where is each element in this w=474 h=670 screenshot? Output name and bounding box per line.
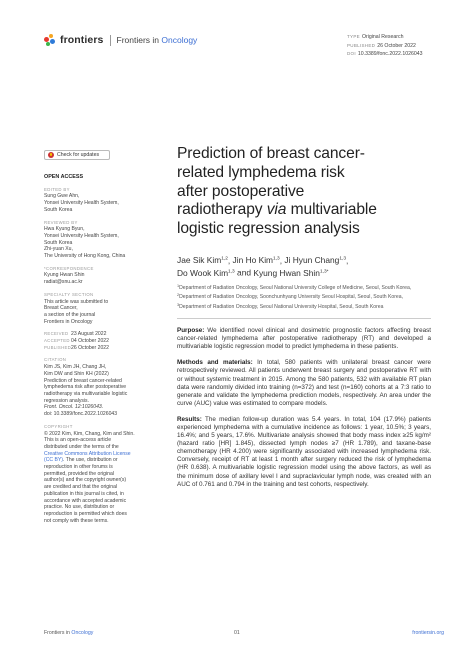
check-for-updates-button[interactable]: Check for updates bbox=[44, 150, 110, 160]
author-list: Jae Sik Kim$^{1,2}$, Jin Ho Kim$^{1,3}$, Ji Hyun Chang$^{1,3}$, Do Wook Kim$^{1,3}$ and Kyung Hwan Shin$^{1,3*}$ bbox=[177, 255, 349, 278]
footer-journal[interactable]: Frontiers in Oncology bbox=[44, 630, 94, 636]
reviewed-by-label: REVIEWED BY bbox=[44, 219, 78, 225]
affiliation-list bbox=[177, 283, 431, 312]
affiliation-item: $^2$Department of Radiation Oncology, Soonchunhyang University Seoul Hospital, Seoul, South Korea, bbox=[177, 293, 404, 301]
frontiers-dots-icon bbox=[44, 34, 56, 46]
copyright-line: reproduction in other forums is bbox=[44, 464, 113, 471]
abstract-purpose: Purpose: We identified novel clinical and dosimetric prognostic factors affecting breast cancer-related lymphedema after postoperative radiotherapy (RT) and developed a multivariable logistic regression model to predict lymphedema in these patients. bbox=[177, 327, 431, 351]
affiliation-item: $^3$Department of Radiation Oncology, Seoul National University Hospital, Seoul, South Korea bbox=[177, 302, 384, 310]
copyright-line: author(s) and the copyright owner(s) bbox=[44, 477, 127, 484]
journal-name[interactable]: Frontiers in Oncology bbox=[116, 35, 198, 45]
copyright-line: This is an open-access article bbox=[44, 437, 112, 444]
correspondence-label: *CORRESPONDENCE bbox=[44, 265, 94, 271]
author-name[interactable]: Ji Hyun Chang$^{1,3}$ bbox=[284, 255, 346, 266]
meta-type: TYPE Original Research bbox=[347, 34, 404, 40]
published-date: PUBLISHED 26 October 2022 bbox=[44, 344, 109, 351]
citation-line: lymphedema risk after postoperative bbox=[44, 384, 127, 391]
reviewer-line: South Korea bbox=[44, 239, 73, 246]
copyright-line: © 2022 Kim, Kim, Chang, Kim and Shin. bbox=[44, 430, 135, 437]
license-link[interactable]: Creative Commons Attribution License bbox=[44, 450, 131, 457]
author-name[interactable]: Jin Ho Kim$^{1,3}$ bbox=[232, 255, 280, 266]
copyright-line: publication in this journal is cited, in bbox=[44, 490, 124, 497]
license-short-link[interactable]: (CC BY) bbox=[44, 457, 63, 464]
header-divider bbox=[110, 35, 111, 46]
citation-line: Kim DW and Shin KH (2022) bbox=[44, 370, 109, 377]
frontiers-logo[interactable] bbox=[44, 34, 197, 46]
copyright-line: not comply with these terms. bbox=[44, 517, 109, 524]
article-sidebar bbox=[44, 150, 162, 524]
specialty-line: Breast Cancer, bbox=[44, 305, 78, 312]
specialty-line: Frontiers in Oncology bbox=[44, 318, 93, 325]
copyright-line: reproduction is permitted which does bbox=[44, 510, 127, 517]
specialty-label: SPECIALTY SECTION bbox=[44, 291, 94, 297]
editor-line: Yonsei University Health System, bbox=[44, 200, 119, 207]
edited-by-label: EDITED BY bbox=[44, 186, 70, 192]
article-main bbox=[177, 145, 431, 497]
brand-name: frontiers bbox=[60, 34, 104, 46]
page-number: 01 bbox=[234, 630, 240, 636]
crossmark-icon bbox=[48, 152, 54, 158]
footer-site-link[interactable]: frontiersin.org bbox=[412, 630, 444, 636]
citation-line: Prediction of breast cancer-related bbox=[44, 377, 122, 384]
reviewer-line: Yonsei University Health System, bbox=[44, 232, 119, 239]
author-name[interactable]: Jae Sik Kim$^{1,2}$ bbox=[177, 255, 228, 266]
section-divider bbox=[177, 318, 431, 319]
copyright-line: permitted, provided the original bbox=[44, 470, 114, 477]
author-name[interactable]: Kyung Hwan Shin$^{1,3*}$ bbox=[253, 267, 329, 278]
specialty-line: a section of the journal bbox=[44, 311, 96, 318]
copyright-line: are credited and that the original bbox=[44, 484, 118, 491]
received-date: RECEIVED 23 August 2022 bbox=[44, 331, 107, 338]
affiliation-item: $^1$Department of Radiation Oncology, Seoul National University College of Medicine, Seoul, South Korea, bbox=[177, 283, 412, 291]
abstract-methods: Methods and materials: In total, 580 patients with unilateral breast cancer were retrospectively reviewed. All patients underwent breast surgery and postoperative RT with or without systemic treatment in 2015. Among the 580 patients, 532 with available RT plan data were randomly divided into training (n=372) and test (n=160) cohorts at a 7:3 ratio to generate and validate the lymphedema prediction models, respectively. An area under the curve (AUC) value was estimated to compare models. bbox=[177, 359, 431, 407]
article-title: Prediction of breast cancer- related lymphedema risk after postoperative radiotherapy via multivariable logistic regression analysis bbox=[177, 145, 377, 238]
meta-published: PUBLISHED 26 October 2022 bbox=[347, 42, 416, 49]
reviewer-line: Zhi-yuan Xu, bbox=[44, 246, 73, 253]
correspondent-name: Kyung Hwan Shin bbox=[44, 272, 85, 279]
reviewer-line: Hwa Kyung Byun, bbox=[44, 226, 85, 233]
citation-line: regression analysis. bbox=[44, 397, 90, 404]
accepted-date: ACCEPTED 04 October 2022 bbox=[44, 338, 109, 345]
reviewer-line: The University of Hong Kong, China bbox=[44, 253, 126, 260]
article-meta bbox=[347, 33, 423, 59]
meta-doi[interactable]: DOI 10.3389/fonc.2022.1026043 bbox=[347, 51, 423, 57]
citation-line: Kim JS, Kim JH, Chang JH, bbox=[44, 364, 107, 371]
abstract-results: Results: The median follow-up duration was 5.4 years. In total, 104 (17.9%) patients experienced lymphedema with a cumulative incidence as follows: 1 year, 10.5%; 3 years, 16.4%; and 5 years, 17.6%. Multivariate analysis showed that body mass index ≥25 kg/m² (hazard ratio [HR] 1.845), dissected lymph nodes ≥7 (HR 1.789), and taxane-base chemotherapy (HR 4.200) were significantly associated with increased lymphedema risk. Conversely, receipt of RT at least 1 month after surgery reduced the risk of lymphedema (HR 0.638). A multivariable logistic regression model using the above factors, as well as the minimum dose of axillary level I and supraclavicular lymph node, was created with an AUC of 0.761 and 0.794 in the training and test cohorts, respectively. bbox=[177, 415, 431, 488]
correspondent-email[interactable]: radiat@snu.ac.kr bbox=[44, 279, 83, 286]
copyright-line: practice. No use, distribution or bbox=[44, 504, 115, 511]
copyright-line: (CC BY). The use, distribution or bbox=[44, 457, 118, 464]
abstract bbox=[177, 327, 431, 489]
open-access-label: OPEN ACCESS bbox=[44, 174, 84, 180]
author-name[interactable]: Do Wook Kim$^{1,3}$ bbox=[177, 267, 235, 278]
citation-label: CITATION bbox=[44, 357, 67, 363]
editor-line: South Korea bbox=[44, 206, 73, 213]
citation-doi[interactable]: doi: 10.3389/fonc.2022.1026043 bbox=[44, 411, 118, 418]
citation-line: Front. Oncol. 12:1026043. bbox=[44, 404, 104, 411]
copyright-line: accordance with accepted academic bbox=[44, 497, 127, 504]
citation-line: radiotherapy via multivariable logistic bbox=[44, 390, 128, 397]
copyright-label: COPYRIGHT bbox=[44, 423, 73, 429]
editor-line: Sung Gwe Ahn, bbox=[44, 193, 80, 200]
page-header bbox=[44, 33, 444, 57]
specialty-line: This article was submitted to bbox=[44, 298, 109, 305]
copyright-line: distributed under the terms of the bbox=[44, 443, 119, 450]
